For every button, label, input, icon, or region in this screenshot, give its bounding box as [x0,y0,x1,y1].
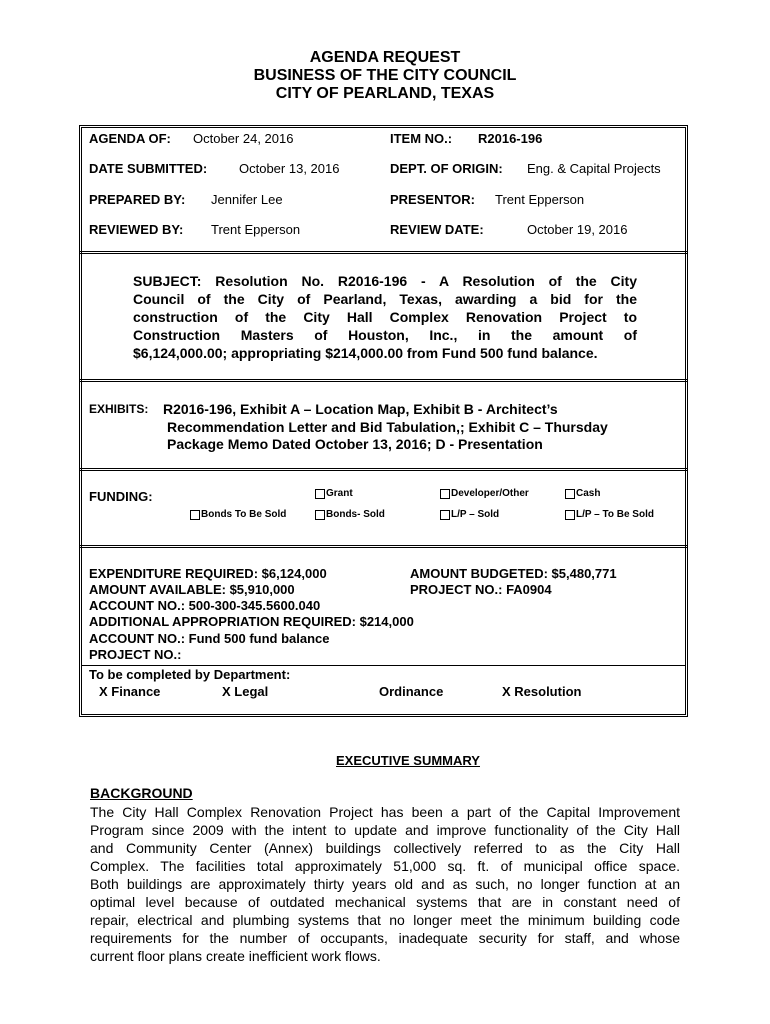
cash-checkbox[interactable] [565,488,600,499]
prepared-by-value: Jennifer Lee [211,192,283,207]
project-no-2: PROJECT NO.: [89,647,182,662]
subject-line-5: $6,124,000.00; appropriating $214,000.00 from Fund 500 fund balance. [133,345,598,361]
project-no: PROJECT NO.: FA0904 [410,582,552,597]
checkbox-box[interactable] [565,489,575,499]
lp-sold-checkbox[interactable] [440,509,499,520]
resolution-mark: X Resolution [502,684,582,699]
developer-other-checkbox-label: Developer/Other [451,488,529,499]
exhibits-line-3: Package Memo Dated October 13, 2016; D - Presentation [167,436,543,452]
legal-mark: X Legal [222,684,269,699]
lp-to-be-sold-checkbox-label: L/P – To Be Sold [576,509,654,520]
background-line: The City Hall Complex Renovation Project has been a part of the Capital Improvement [90,804,680,820]
expenditure-required: EXPENDITURE REQUIRED: $6,124,000 [89,566,327,581]
background-line: current floor plans create inefficient work flows. [90,948,381,964]
ordinance-mark: Ordinance [379,684,444,699]
additional-appropriation: ADDITIONAL APPROPRIATION REQUIRED: $214,000 [89,614,414,629]
date-submitted-value: October 13, 2016 [239,161,340,176]
developer-other-checkbox[interactable] [440,488,529,499]
item-no-value: R2016-196 [478,131,543,146]
divider-1 [79,251,688,254]
amount-budgeted: AMOUNT BUDGETED: $5,480,771 [410,566,617,581]
exhibits-label: EXHIBITS: [89,402,149,416]
funding-label: FUNDING: [89,489,153,504]
review-date-value: October 19, 2016 [527,222,628,237]
item-no-label: ITEM NO.: [390,131,453,146]
subject-line-1: SUBJECT: Resolution No. R2016-196 - A Resolution of the City [133,273,637,289]
exhibits-line-1: R2016-196, Exhibit A – Location Map, Exhibit B - Architect’s [163,401,558,417]
review-date-label: REVIEW DATE: [390,222,484,237]
bonds-to-be-sold-checkbox-label: Bonds To Be Sold [201,509,287,520]
divider-3 [79,468,688,471]
executive-summary-title: EXECUTIVE SUMMARY [336,753,480,768]
cash-checkbox-label: Cash [576,488,601,499]
bonds-to-be-sold-checkbox[interactable] [190,509,286,520]
checkbox-box[interactable] [440,489,450,499]
checkbox-box[interactable] [315,489,325,499]
checkbox-box[interactable] [315,510,325,520]
checkbox-box[interactable] [190,510,200,520]
department-label: To be completed by Department: [89,667,291,682]
title-line-2: BUSINESS OF THE CITY COUNCIL [253,67,517,84]
bonds-sold-checkbox-label: Bonds- Sold [326,509,385,520]
subject-line-2: Council of the City of Pearland, Texas, awarding a bid for the [133,291,637,307]
background-line: Both buildings are approximately thirty years old and as such, no longer function at an [90,876,680,892]
presentor-label: PRESENTOR: [390,192,475,207]
agenda-of-value: October 24, 2016 [193,131,294,146]
presentor-value: Trent Epperson [495,192,585,207]
checkbox-box[interactable] [440,510,450,520]
background-line: optimal level because of outdated mechanical systems that are in constant need of [90,894,680,910]
date-submitted-label: DATE SUBMITTED: [89,161,208,176]
background-line: Program since 2009 with the intent to update and improve functionality of the City Hall [90,822,680,838]
title-line-1: AGENDA REQUEST [309,49,461,66]
divider-4 [79,545,688,548]
dept-origin-value: Eng. & Capital Projects [527,161,661,176]
background-line: repair, electrical and plumbing systems that no longer meet the minimum building code [90,912,680,928]
background-line: and Community Center (Annex) buildings collectively referred to as the City Hall [90,840,680,856]
background-line: requirements for the number of occupants, inadequate security for staff, and whose [90,930,680,946]
background-heading: BACKGROUND [90,785,193,801]
subject-line-4: Construction Masters of Houston, Inc., in the amount of [133,327,637,343]
agenda-of-label: AGENDA OF: [89,131,171,146]
amount-available: AMOUNT AVAILABLE: $5,910,000 [89,582,295,597]
dept-origin-label: DEPT. OF ORIGIN: [390,161,503,176]
bonds-sold-checkbox[interactable] [315,509,385,520]
title-line-3: CITY OF PEARLAND, TEXAS [275,85,495,102]
lp-sold-checkbox-label: L/P – Sold [451,509,500,520]
account-no-2: ACCOUNT NO.: Fund 500 fund balance [89,631,330,646]
background-paragraph [90,803,680,965]
account-no: ACCOUNT NO.: 500-300-345.5600.040 [89,598,321,613]
grant-checkbox[interactable] [315,488,353,499]
grant-checkbox-label: Grant [326,488,353,499]
exhibits-line-2: Recommendation Letter and Bid Tabulation,; Exhibit C – Thursday [167,419,608,435]
prepared-by-label: PREPARED BY: [89,192,186,207]
checkbox-box[interactable] [565,510,575,520]
divider-5 [82,665,685,666]
background-line: Complex. The facilities total approximately 51,000 sq. ft. of municipal office space. [90,858,680,874]
divider-2 [79,379,688,382]
subject-line-3: construction of the City Hall Complex Renovation Project to [133,309,637,325]
lp-to-be-sold-checkbox[interactable] [565,509,654,520]
document-title [0,49,770,103]
finance-mark: X Finance [99,684,161,699]
reviewed-by-label: REVIEWED BY: [89,222,184,237]
reviewed-by-value: Trent Epperson [211,222,301,237]
subject-block [133,272,637,362]
